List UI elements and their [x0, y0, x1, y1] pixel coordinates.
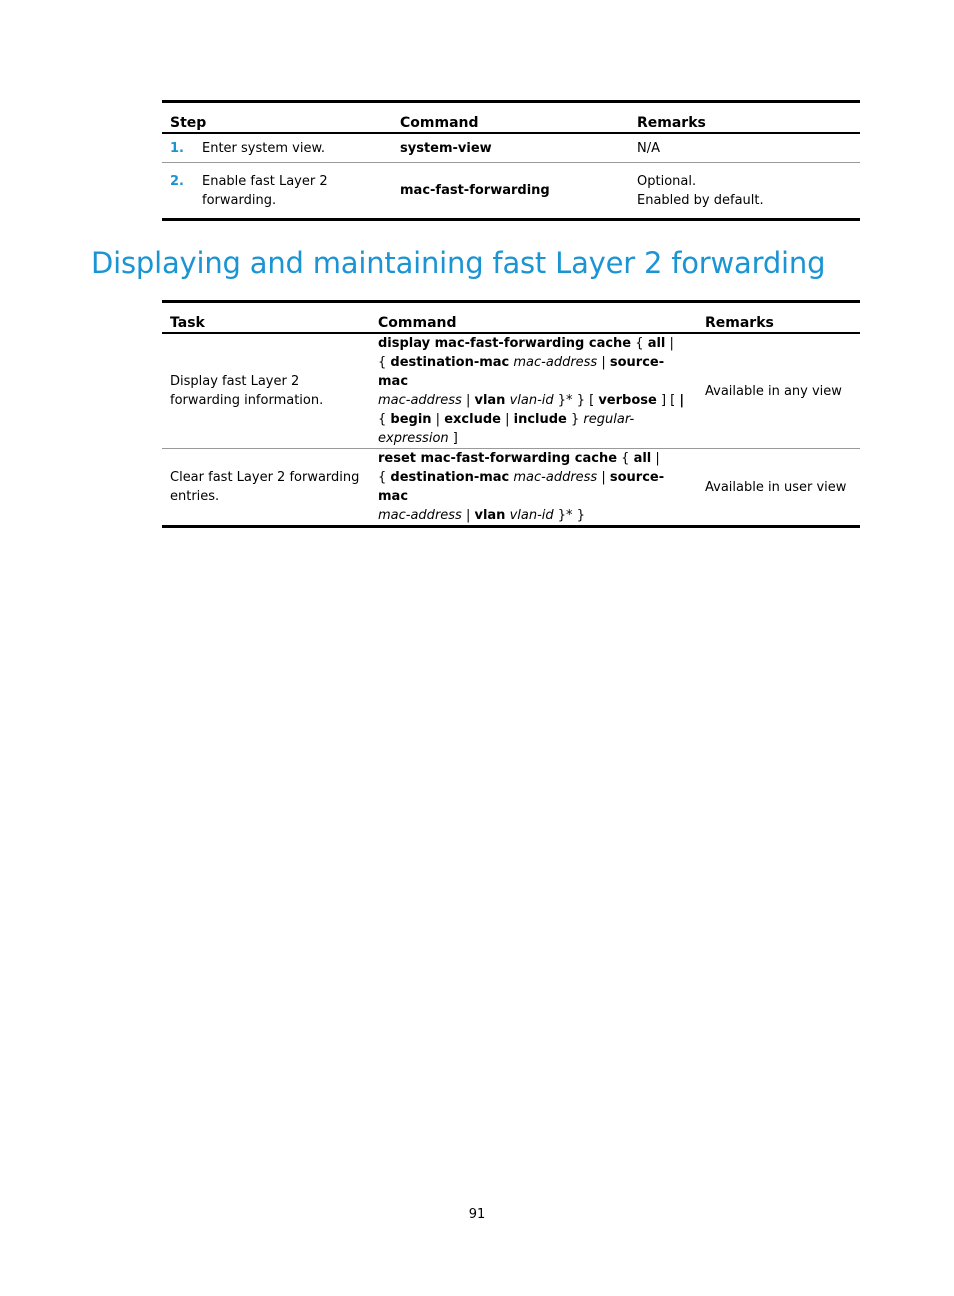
syntax-line — [378, 410, 689, 448]
steps-table — [162, 100, 860, 221]
remarks-cell: Available in user view — [705, 479, 847, 495]
tasks-table-header — [162, 302, 860, 334]
argument: regular-expression — [378, 412, 635, 446]
symbol: { — [378, 355, 391, 370]
syntax-line — [378, 391, 689, 410]
table-row — [162, 163, 860, 220]
command-cell: system-view — [392, 133, 629, 163]
keyword: all — [633, 451, 652, 466]
table-row — [162, 449, 860, 527]
remark-line: Enabled by default. — [637, 192, 764, 208]
steps-table-header — [162, 102, 860, 134]
symbol: | — [461, 393, 475, 408]
step-text: Enable fast Layer 2 forwarding. — [202, 173, 328, 208]
syntax-line — [378, 449, 689, 468]
syntax-line — [378, 468, 689, 506]
keyword: vlan — [474, 393, 506, 408]
keyword: | — [679, 393, 685, 408]
symbol: ] — [448, 431, 458, 446]
header-remarks: Remarks — [629, 102, 860, 134]
symbol: | — [461, 508, 475, 523]
symbol: | — [651, 451, 660, 466]
header-command: Command — [392, 102, 629, 134]
remarks-cell: N/A — [629, 133, 860, 163]
keyword: include — [513, 412, 567, 427]
symbol: } — [566, 412, 584, 427]
step-text: Enter system view. — [202, 140, 326, 156]
tasks-table — [162, 300, 860, 528]
task-cell: Display fast Layer 2 forwarding information. — [162, 333, 370, 449]
argument: mac-address — [378, 393, 462, 408]
remark-line: Optional. — [637, 173, 697, 189]
symbol: { — [631, 336, 648, 351]
symbol: | — [597, 470, 610, 485]
page-number: 91 — [468, 1207, 486, 1222]
remarks-cell — [629, 163, 860, 220]
command-syntax — [370, 333, 697, 449]
keyword: destination-mac — [390, 470, 510, 485]
keyword: all — [647, 336, 666, 351]
argument: mac-address — [509, 470, 598, 485]
argument: vlan-id — [505, 393, 554, 408]
header-task: Task — [162, 302, 370, 334]
symbol: ] [ — [656, 393, 680, 408]
symbol: }* } [ — [553, 393, 599, 408]
section-heading: Displaying and maintaining fast Layer 2 forwarding — [91, 246, 826, 280]
syntax-line — [378, 353, 689, 391]
header-command: Command — [370, 302, 697, 334]
symbol: | — [500, 412, 514, 427]
step-number: 1. — [170, 140, 184, 156]
argument: mac-address — [378, 508, 462, 523]
keyword: display mac-fast-forwarding cache — [378, 336, 632, 351]
remarks-cell: Available in any view — [697, 333, 860, 449]
symbol: { — [617, 451, 634, 466]
table-row — [162, 333, 860, 449]
header-step: Step — [162, 102, 392, 134]
task-cell: Clear fast Layer 2 forwarding entries. — [170, 470, 360, 504]
header-remarks: Remarks — [697, 302, 860, 334]
syntax-line — [378, 334, 689, 353]
symbol: | — [665, 336, 674, 351]
command-syntax — [370, 449, 697, 527]
argument: mac-address — [509, 355, 598, 370]
symbol: }* } — [553, 508, 585, 523]
keyword: exclude — [444, 412, 501, 427]
syntax-line — [378, 506, 689, 525]
symbol: { — [378, 470, 391, 485]
symbol: | — [431, 412, 445, 427]
table-row — [162, 133, 860, 163]
symbol: | — [597, 355, 610, 370]
keyword: source-mac — [378, 355, 665, 389]
keyword: reset mac-fast-forwarding cache — [378, 451, 618, 466]
step-cell — [162, 163, 392, 220]
step-cell — [162, 133, 392, 163]
symbol: { — [378, 412, 391, 427]
keyword: destination-mac — [390, 355, 510, 370]
argument: vlan-id — [505, 508, 554, 523]
step-number: 2. — [170, 173, 184, 189]
keyword: vlan — [474, 508, 506, 523]
keyword: verbose — [598, 393, 657, 408]
keyword: source-mac — [378, 470, 665, 504]
keyword: begin — [390, 412, 432, 427]
command-cell: mac-fast-forwarding — [400, 183, 550, 198]
